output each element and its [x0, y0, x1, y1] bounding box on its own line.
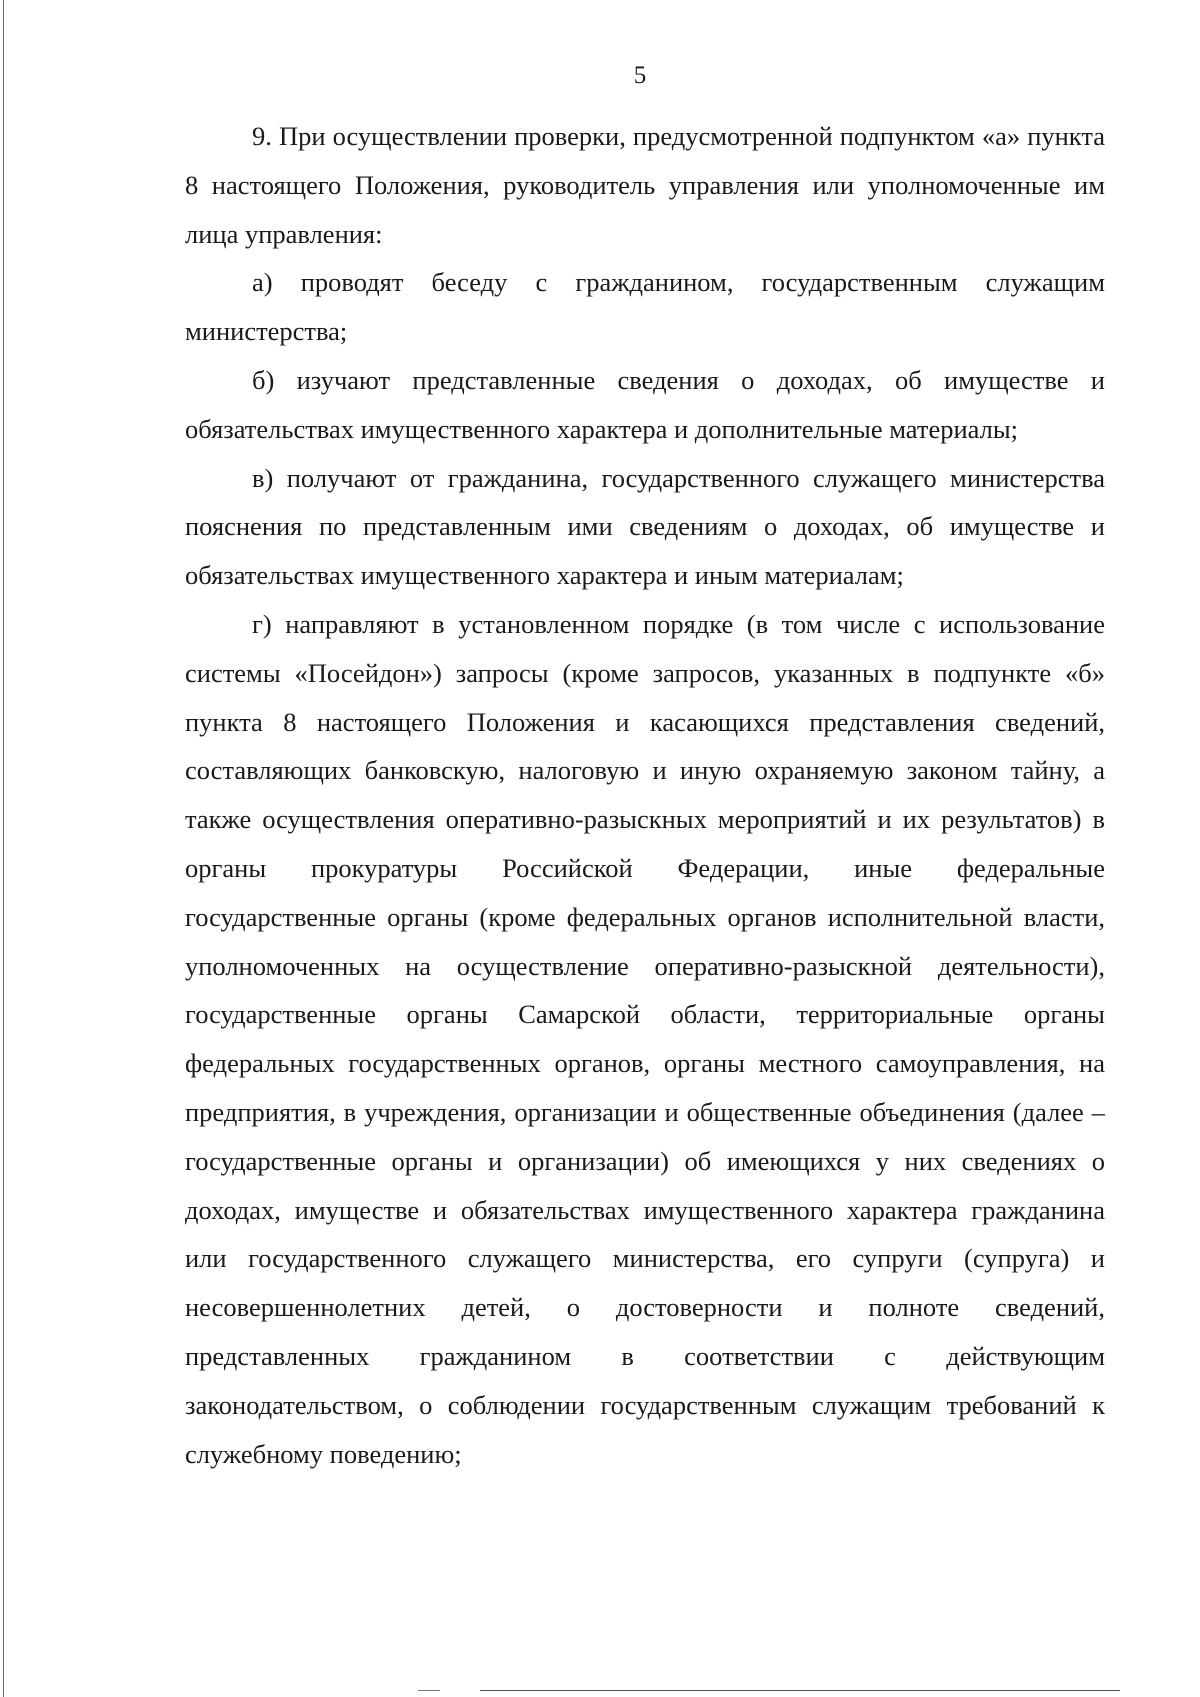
bottom-dash	[418, 1690, 440, 1691]
paragraph-a: а) проводят беседу с гражданином, государственным служащим министерства;	[185, 267, 1105, 347]
document-body	[185, 112, 1105, 1478]
paragraph-9: 9. При осуществлении проверки, предусмотренной подпунктом «а» пункта 8 настоящего Положения, руководитель управления или уполномоченные им лица управления:	[185, 121, 1105, 249]
page-left-edge	[3, 0, 4, 1697]
bottom-rule	[480, 1690, 1120, 1691]
paragraph-v: в) получают от гражданина, государственного служащего министерства пояснения по представленным ими сведениям о доходах, об имуществе и обязательствах имущественного характера и иным материалам;	[185, 462, 1105, 591]
paragraph-b: б) изучают представленные сведения о доходах, об имуществе и обязательствах имущественного характера и дополнительные материалы;	[185, 364, 1105, 444]
paragraph-g: г) направляют в установленном порядке (в том числе с использование системы «Посейдон») запросы (кроме запросов, указанных в подпункте «б» пункта 8 настоящего Положения и касающихся представления сведений, составляющих банковскую, налоговую и иную охраняемую законом тайну, а также осуществления оперативно-разыскных мероприятий и их результатов) в органы прокуратуры Российской Федерации, иные федеральные государственные органы (кроме федеральных органов исполнительной власти, уполномоченных на осуществление оперативно-разыскной деятельности), государственные органы Самарской области, территориальные органы федеральных государственных органов, органы местного самоуправления, на предприятия, в учреждения, организации и общественные объединения (далее – государственные органы и организации) об имеющихся у них сведениях о доходах, имуществе и обязательствах имущественного характера гражданина или государственного служащего министерства, его супруги (супруга) и несовершеннолетних детей, о достоверности и полноте сведений, представленных гражданином в соответствии с действующим законодательством, о соблюдении государственным служащим требований к служебному поведению;	[185, 608, 1105, 1469]
page-number: 5	[633, 62, 647, 89]
